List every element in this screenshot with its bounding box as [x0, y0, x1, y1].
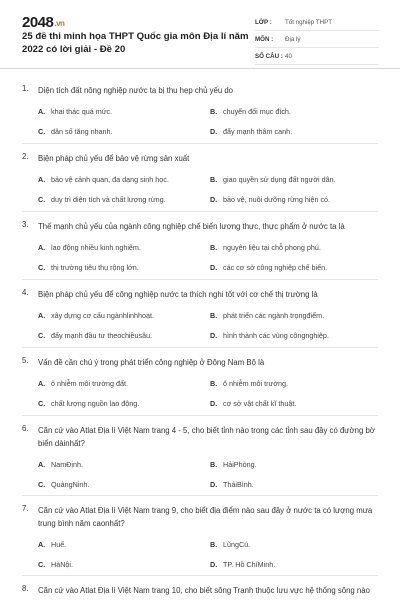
option-text: thị trường tiêu thụ rộng lớn.: [51, 263, 139, 272]
meta-row-count: [255, 48, 379, 65]
question-7: [22, 504, 382, 570]
options: [38, 310, 382, 341]
meta-row-subject: [255, 31, 379, 48]
question-text: Căn cứ vào Atlat Địa lí Việt Nam trang 10, cho biết sông Tranh thuộc lưu vực hệ thống sông nào: [38, 586, 370, 595]
option-b[interactable]: [210, 106, 382, 117]
options: [38, 242, 382, 273]
divider: [22, 211, 378, 212]
question-number: 8.: [22, 584, 29, 593]
option-c[interactable]: [38, 262, 210, 273]
site-logo[interactable]: [22, 14, 64, 31]
option-text: giao quyền sử dụng đất người dân.: [223, 175, 336, 184]
option-key: D.: [210, 331, 218, 340]
option-text: TháiBình.: [223, 480, 254, 489]
option-text: HảiPhòng.: [223, 460, 257, 469]
option-text: NamĐịnh.: [51, 460, 83, 469]
option-b[interactable]: [210, 378, 382, 389]
option-d[interactable]: [210, 330, 382, 341]
option-d[interactable]: [210, 262, 382, 273]
question-text: Căn cứ vào Atlat Địa lí Việt Nam trang 4 - 5, cho biết tỉnh nào trong các tỉnh sau đây có đường bờ biển dàinhất?: [38, 426, 375, 448]
question-number: 3.: [22, 220, 29, 229]
option-c[interactable]: [38, 194, 210, 205]
question-1: [22, 84, 382, 137]
option-key: C.: [38, 331, 46, 340]
option-d[interactable]: [210, 398, 382, 409]
exam-meta: [255, 14, 379, 65]
question-text: Căn cứ vào Atlat Địa lí Việt Nam trang 9, cho biết địa điểm nào sau đây ở nước ta có lượng mưa trung bình năm caonhất?: [38, 506, 373, 528]
option-text: khai thác quá mức.: [51, 107, 113, 116]
option-key: A.: [38, 379, 46, 388]
question-text: Vấn đề cần chú ý trong phát triển công nghiệp ở Đông Nam Bộ là: [38, 358, 265, 367]
divider: [22, 415, 378, 416]
option-text: hình thành các vùng côngnghiệp.: [223, 331, 329, 340]
question-text: Diện tích đất nông nghiệp nước ta bị thu hẹp chủ yếu do: [38, 86, 233, 95]
option-c[interactable]: [38, 479, 210, 490]
meta-value: 40: [285, 52, 292, 60]
option-text: phát triển các ngành trọngđiểm.: [223, 311, 325, 320]
option-b[interactable]: [210, 310, 382, 321]
question-number: 4.: [22, 288, 29, 297]
option-a[interactable]: [38, 539, 210, 550]
option-text: LũngCú.: [223, 540, 251, 549]
question-text: Thế mạnh chủ yếu của ngành công nghiệp chế biến lương thực, thực phẩm ở nước ta là: [38, 222, 345, 231]
option-text: đẩy mạnh thâm canh.: [223, 127, 293, 136]
question-3: [22, 220, 382, 273]
option-key: B.: [210, 460, 218, 469]
option-key: D.: [210, 195, 218, 204]
option-text: chất lượng nguồn lao động.: [51, 399, 140, 408]
question-4: [22, 288, 382, 341]
option-key: A.: [38, 243, 46, 252]
option-key: B.: [210, 107, 218, 116]
question-text: Biện pháp chủ yếu để bảo vệ rừng sản xuất: [38, 154, 190, 163]
option-a[interactable]: [38, 106, 210, 117]
question-number: 7.: [22, 504, 29, 513]
logo-tld: .vn: [54, 19, 65, 28]
question-number: 2.: [22, 152, 29, 161]
divider: [22, 495, 378, 496]
question-8: [22, 584, 382, 597]
question-number: 1.: [22, 84, 29, 93]
option-d[interactable]: [210, 126, 382, 137]
option-a[interactable]: [38, 378, 210, 389]
divider: [22, 347, 378, 348]
option-text: đẩy mạnh đầu tư theochiềusâu.: [51, 331, 153, 340]
question-2: [22, 152, 382, 205]
option-text: nguyên liệu tại chỗ phong phú.: [223, 243, 321, 252]
page-title: 25 đề thi minh họa THPT Quốc gia môn Địa lí năm 2022 có lời giải - Đề 20: [22, 31, 249, 55]
option-text: bảo vệ, nuôi dưỡng rừng hiện có.: [223, 195, 331, 204]
option-key: D.: [210, 263, 218, 272]
option-a[interactable]: [38, 242, 210, 253]
question-number: 5.: [22, 356, 29, 365]
option-text: dân số tăng nhanh.: [51, 127, 113, 136]
option-text: duy trì diện tích và chất lượng rừng.: [51, 195, 166, 204]
option-text: ô nhiễm môi trường.: [223, 379, 289, 388]
option-key: B.: [210, 540, 218, 549]
meta-value: Tốt nghiệp THPT: [285, 18, 333, 26]
option-key: C.: [38, 127, 46, 136]
option-text: các cơ sở công nghiệp chế biến.: [223, 263, 328, 272]
option-text: bảo vệ cảnh quan, đa dạng sinh học.: [51, 175, 169, 184]
option-text: QuảngNinh.: [51, 480, 90, 489]
header: [0, 0, 400, 69]
option-a[interactable]: [38, 459, 210, 470]
options: [38, 378, 382, 409]
option-key: B.: [210, 379, 218, 388]
option-d[interactable]: [210, 559, 382, 570]
option-b[interactable]: [210, 242, 382, 253]
option-key: C.: [38, 480, 46, 489]
option-key: B.: [210, 243, 218, 252]
options: [38, 539, 382, 570]
option-d[interactable]: [210, 194, 382, 205]
option-key: C.: [38, 263, 46, 272]
option-text: lao động nhiều kinh nghiệm.: [51, 243, 141, 252]
option-text: ô nhiễm môi trường đất.: [51, 379, 129, 388]
option-d[interactable]: [210, 479, 382, 490]
meta-value: Địa lý: [285, 35, 301, 43]
question-6: [22, 424, 382, 490]
question-5: [22, 356, 382, 409]
option-a[interactable]: [38, 310, 210, 321]
options: [38, 459, 382, 490]
option-key: A.: [38, 107, 46, 116]
option-text: chuyển đổi mục đích.: [223, 107, 291, 116]
option-key: D.: [210, 127, 218, 136]
option-c[interactable]: [38, 330, 210, 341]
meta-label: SỐ CÂU :: [255, 52, 283, 60]
option-key: D.: [210, 560, 218, 569]
meta-label: LỚP :: [255, 18, 272, 26]
options: [38, 106, 382, 137]
option-text: cơ sở vật chất kĩ thuật.: [223, 399, 297, 408]
logo-number: 2048: [22, 14, 54, 31]
option-b[interactable]: [210, 459, 382, 470]
option-text: HàNội.: [51, 560, 73, 569]
option-a[interactable]: [38, 174, 210, 185]
option-key: A.: [38, 311, 46, 320]
option-key: A.: [38, 460, 46, 469]
option-key: B.: [210, 311, 218, 320]
options: [38, 174, 382, 205]
divider: [22, 575, 378, 576]
meta-label: MÔN :: [255, 35, 274, 43]
option-c[interactable]: [38, 398, 210, 409]
option-c[interactable]: [38, 559, 210, 570]
option-key: C.: [38, 195, 46, 204]
meta-row-grade: [255, 14, 379, 31]
option-key: A.: [38, 540, 46, 549]
option-key: C.: [38, 399, 46, 408]
option-key: D.: [210, 480, 218, 489]
option-key: A.: [38, 175, 46, 184]
option-b[interactable]: [210, 174, 382, 185]
option-key: C.: [38, 560, 46, 569]
divider: [22, 279, 378, 280]
option-text: Huế.: [51, 540, 67, 549]
option-key: D.: [210, 399, 218, 408]
question-number: 6.: [22, 424, 29, 433]
option-key: B.: [210, 175, 218, 184]
option-b[interactable]: [210, 539, 382, 550]
option-c[interactable]: [38, 126, 210, 137]
option-text: xây dựng cơ cấu ngànhlinhhoạt.: [51, 311, 155, 320]
option-text: TP. Hồ ChíMinh.: [223, 560, 276, 569]
divider: [22, 143, 378, 144]
question-text: Biện pháp chủ yếu để công nghiệp nước ta thích nghi tốt với cơ chế thị trường là: [38, 290, 318, 299]
